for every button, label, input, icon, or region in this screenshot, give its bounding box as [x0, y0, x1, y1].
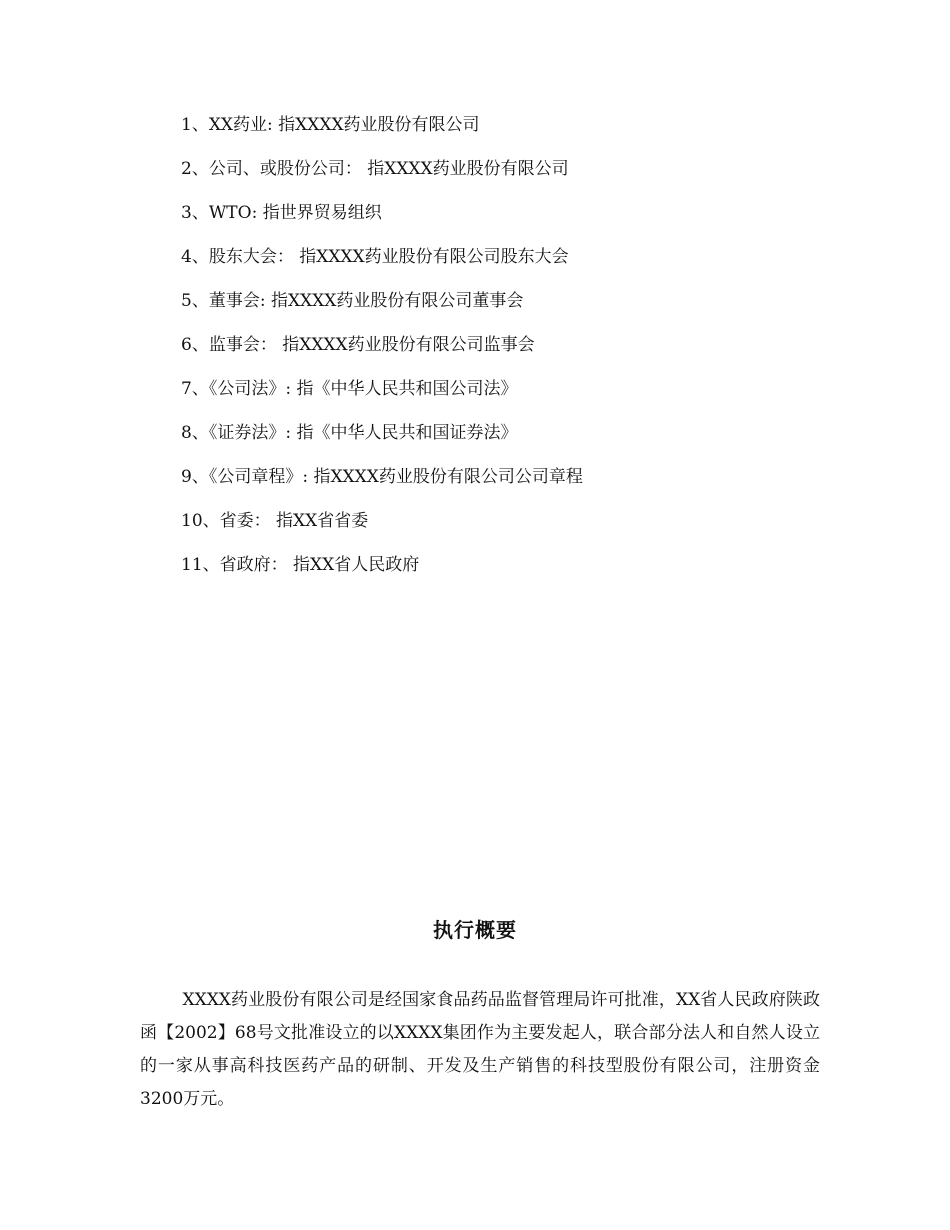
definition-item: 10、省委： 指XX省省委 — [181, 511, 369, 531]
definition-item: 8、《证券法》: 指《中华人民共和国证券法》 — [181, 423, 518, 443]
definition-item: 3、WTO: 指世界贸易组织 — [181, 203, 382, 223]
definition-item: 6、监事会： 指XXXX药业股份有限公司监事会 — [181, 335, 535, 355]
definition-item: 5、董事会: 指XXXX药业股份有限公司董事会 — [181, 291, 524, 311]
definitions-list — [181, 111, 583, 595]
summary-paragraph: XXXX药业股份有限公司是经国家食品药品监督管理局许可批准，XX省人民政府陕政函【2002】68号文批准设立的以XXXX集团作为主要发起人，联合部分法人和自然人设立的一家从事高科技医药产品的研制、开发及生产销售的科技型股份有限公司，注册资金3200万元。 — [140, 990, 820, 1109]
section-title: 执行概要 — [433, 918, 517, 942]
definition-item: 4、股东大会： 指XXXX药业股份有限公司股东大会 — [181, 247, 569, 267]
definition-item: 9、《公司章程》: 指XXXX药业股份有限公司公司章程 — [181, 467, 583, 487]
definition-item: 1、XX药业: 指XXXX药业股份有限公司 — [181, 115, 480, 135]
definition-item: 11、省政府： 指XX省人民政府 — [181, 555, 420, 575]
definition-item: 7、《公司法》: 指《中华人民共和国公司法》 — [181, 379, 518, 399]
definition-item: 2、公司、或股份公司： 指XXXX药业股份有限公司 — [181, 159, 569, 179]
